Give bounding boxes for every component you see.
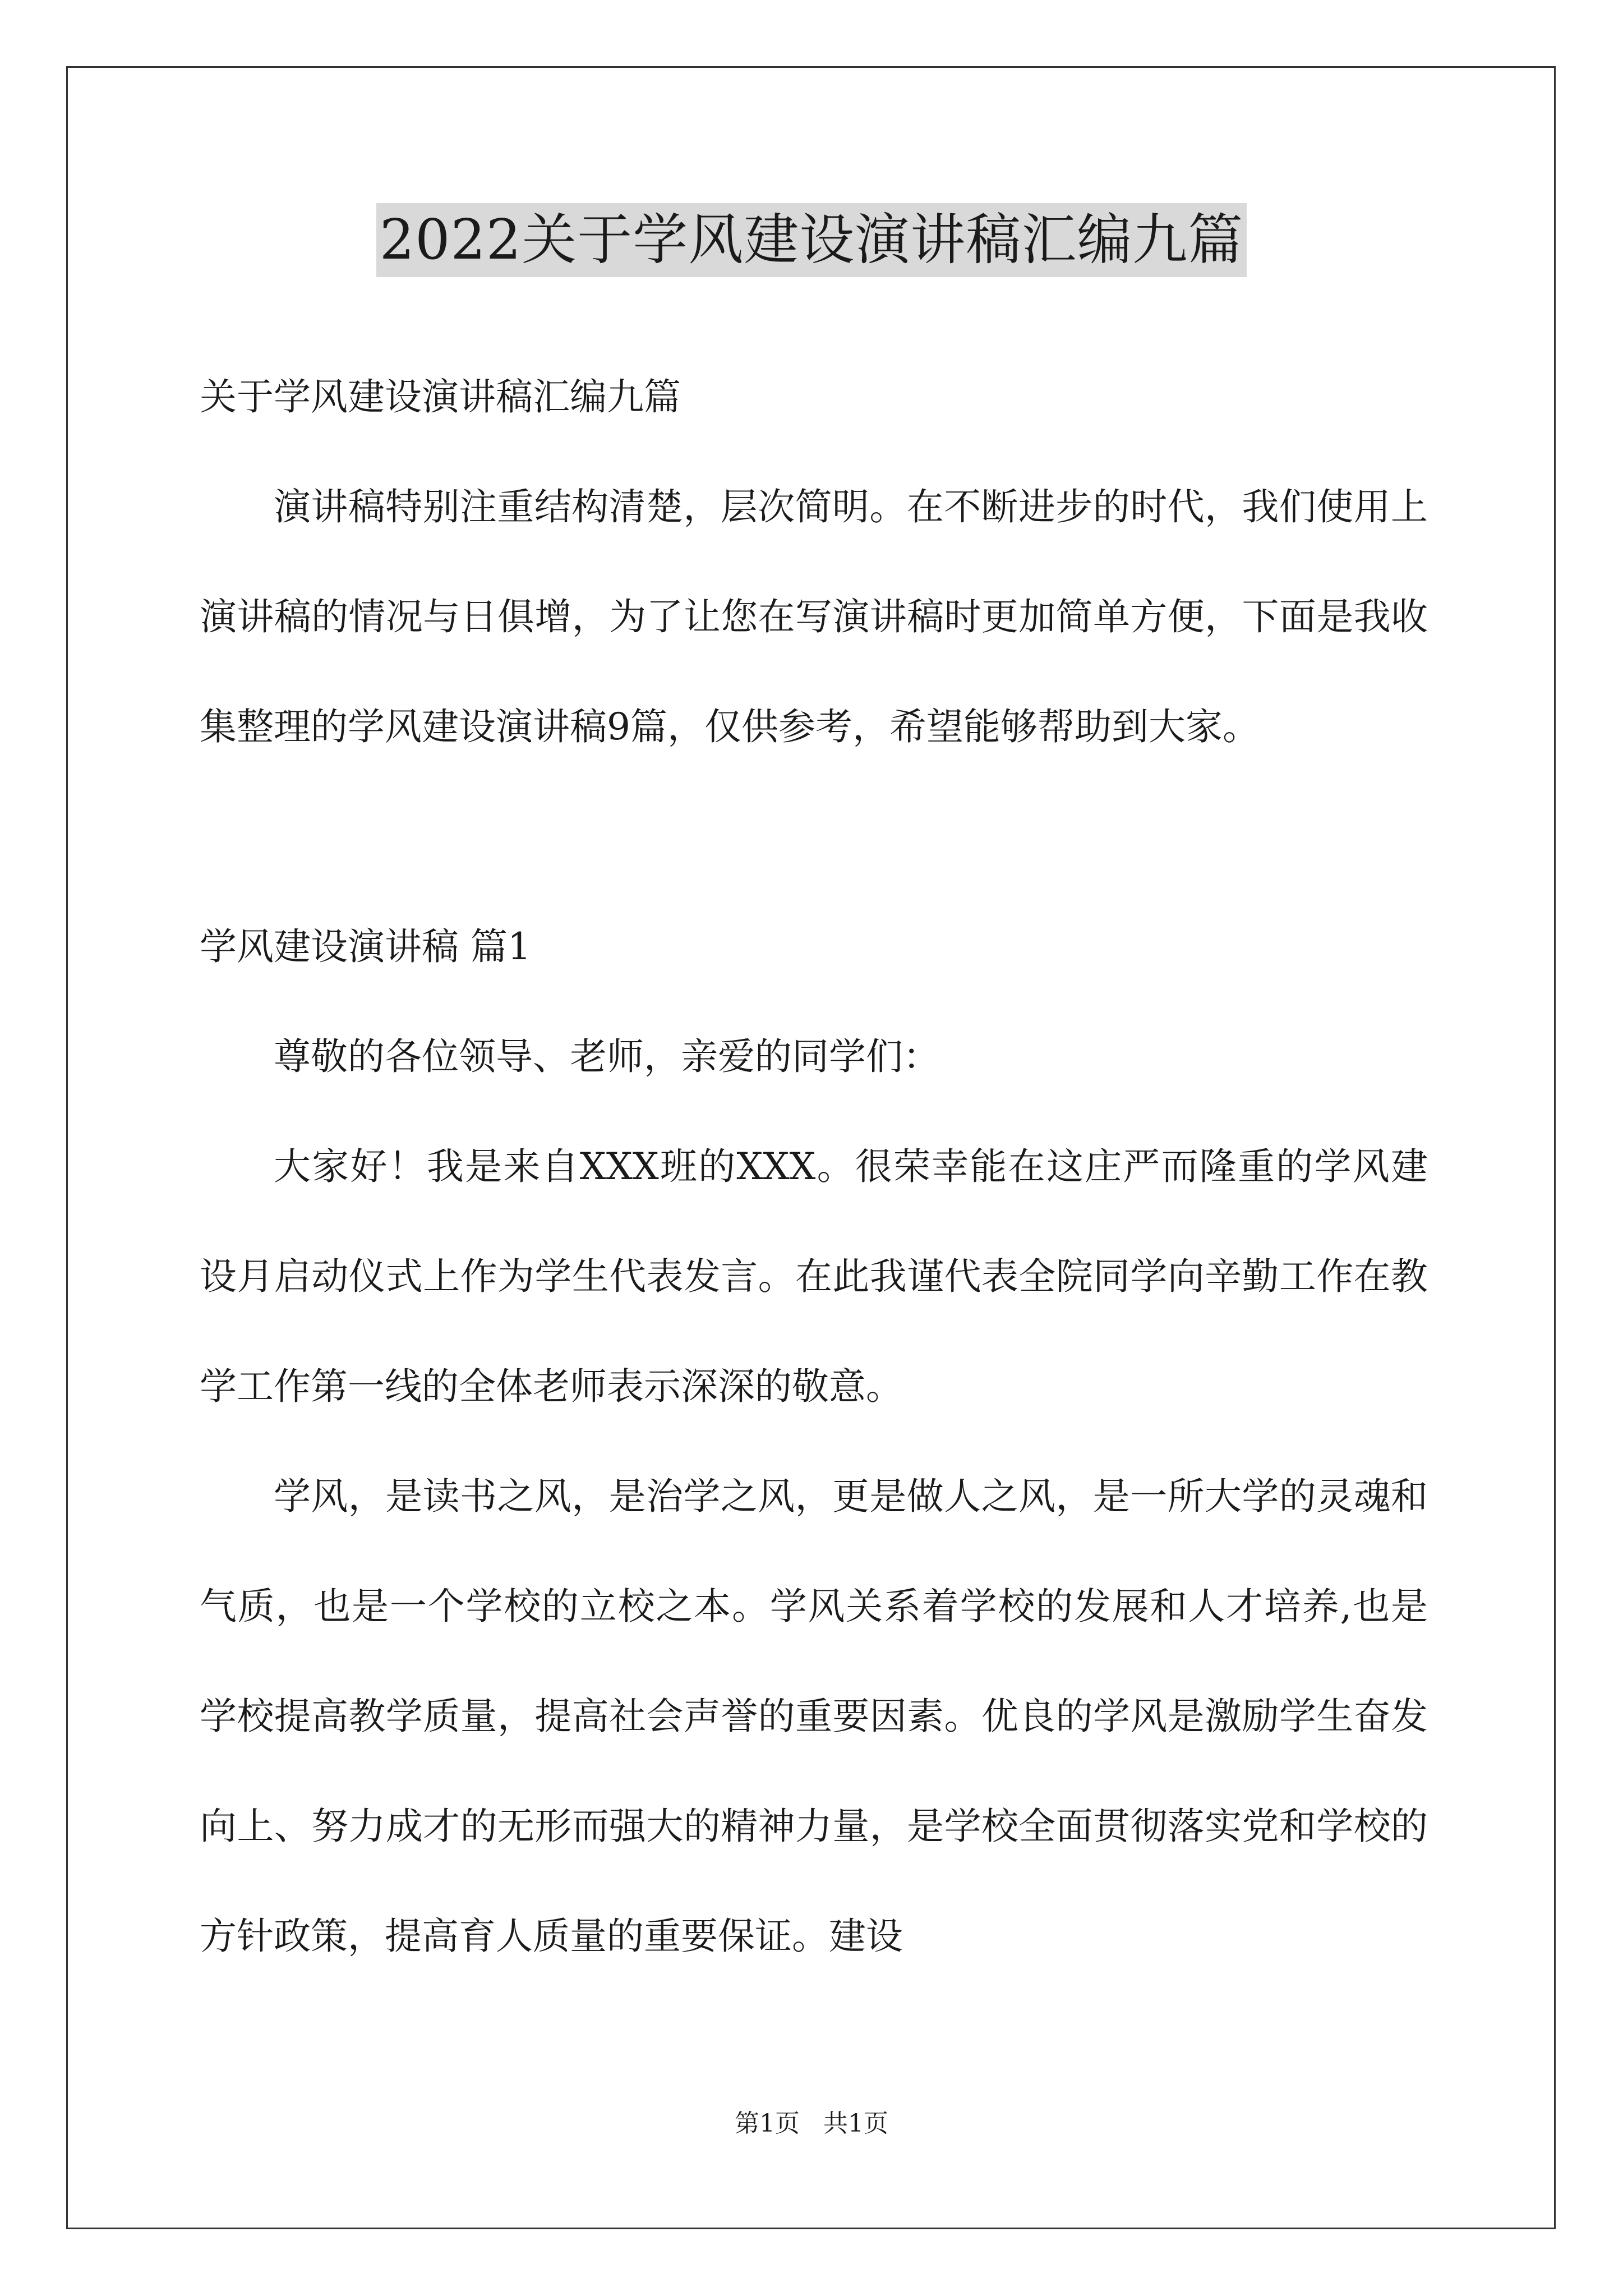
- page-number: 第1页 共1页: [735, 2109, 888, 2138]
- document-title: 2022关于学风建设演讲稿汇编九篇: [376, 203, 1247, 277]
- document-subtitle: 关于学风建设演讲稿汇编九篇: [200, 375, 681, 418]
- section-heading: 学风建设演讲稿 篇1: [200, 925, 531, 968]
- document-body: [200, 342, 1428, 1991]
- salutation-paragraph: 尊敬的各位领导、老师，亲爱的同学们：: [274, 1035, 940, 1078]
- intro-paragraph: 演讲稿特别注重结构清楚，层次简明。在不断进步的时代，我们使用上演讲稿的情况与日俱增，为了让您在写演讲稿时更加简单方便，下面是我收集整理的学风建设演讲稿9篇，仅供参考，希望能够帮助到大家。: [200, 485, 1428, 748]
- body-paragraph: 大家好！我是来自XXX班的XXX。很荣幸能在这庄严而隆重的学风建设月启动仪式上作为学生代表发言。在此我谨代表全院同学向辛勤工作在教学工作第一线的全体老师表示深深的敬意。: [200, 1145, 1428, 1408]
- title-container: [0, 203, 1623, 277]
- section-spacer: [200, 782, 1428, 892]
- body-paragraph: 学风，是读书之风，是治学之风，更是做人之风，是一所大学的灵魂和气质，也是一个学校的立校之本。学风关系着学校的发展和人才培养,也是学校提高教学质量，提高社会声誉的重要因素。优良的学风是激励学生奋发向上、努力成才的无形而强大的精神力量，是学校全面贯彻落实党和学校的方针政策，提高育人质量的重要保证。建设: [200, 1475, 1428, 1958]
- page-footer: [0, 2107, 1623, 2141]
